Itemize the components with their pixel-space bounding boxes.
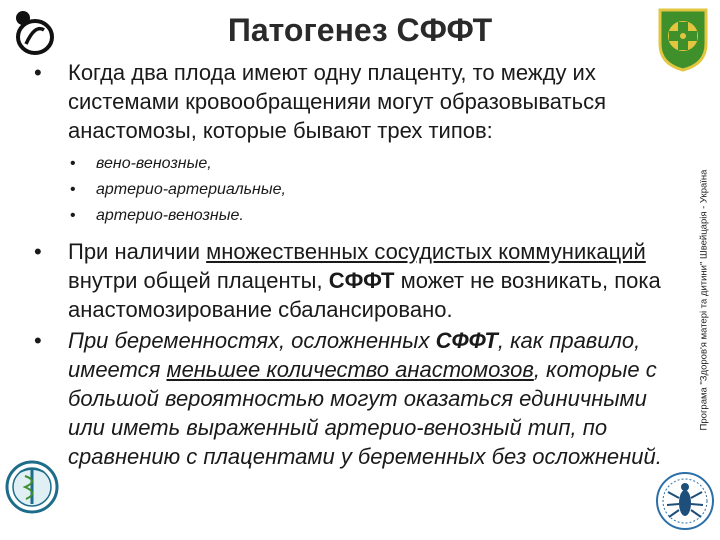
bold-term: СФФТ [328,268,395,293]
type-label: артерио-венозные. [96,207,244,224]
page-title: Патогенез СФФТ [227,12,493,48]
slide-content [26,58,686,471]
text-run: При беременностях, осложненных [68,328,436,353]
bullet: • [70,207,76,224]
list-item [26,151,686,177]
medical-logo-icon [4,452,60,522]
complicated-pregnancy-paragraph [26,326,686,471]
text-run: При наличии [68,239,207,264]
intro-text: Когда два плода имеют одну плаценту, то между их системами кровообращенияи могут образовываться анастомозы, которые бывают трех типов: [68,60,607,143]
underlined-term: множественных сосудистых коммуникаций [206,239,646,264]
underlined-term: меньшее количество анастомозов [166,357,534,382]
parasite-logo-icon [654,470,716,532]
bullet: • [70,155,76,172]
balanced-anastomosis-paragraph [26,237,686,324]
bullet: • [34,60,42,85]
text-run: внутри общей плаценты, [68,268,329,293]
list-item [26,203,686,229]
intro-paragraph [26,58,686,145]
anastomosis-types-list [26,151,686,229]
program-note: Програма "Здоров'я матері та дитини" Швейцарія - Україна [698,169,710,431]
text-run: может не возникать, пока анастомозирование сбалансировано. [68,268,661,322]
bullet: • [34,328,42,353]
type-label: артерио-артериальные, [96,181,286,198]
bullet: • [34,239,42,264]
list-item [26,177,686,203]
bold-term: СФФТ [435,328,498,353]
bullet: • [70,181,76,198]
type-label: вено-венозные, [96,155,212,172]
text-run: , как правило, имеется [68,328,641,382]
text-run: , которые с большой вероятностью могут оказаться единичными или иметь выраженный артерио-венозный тип, по сравнению с плацентами у беременных без осложнений. [68,357,662,469]
